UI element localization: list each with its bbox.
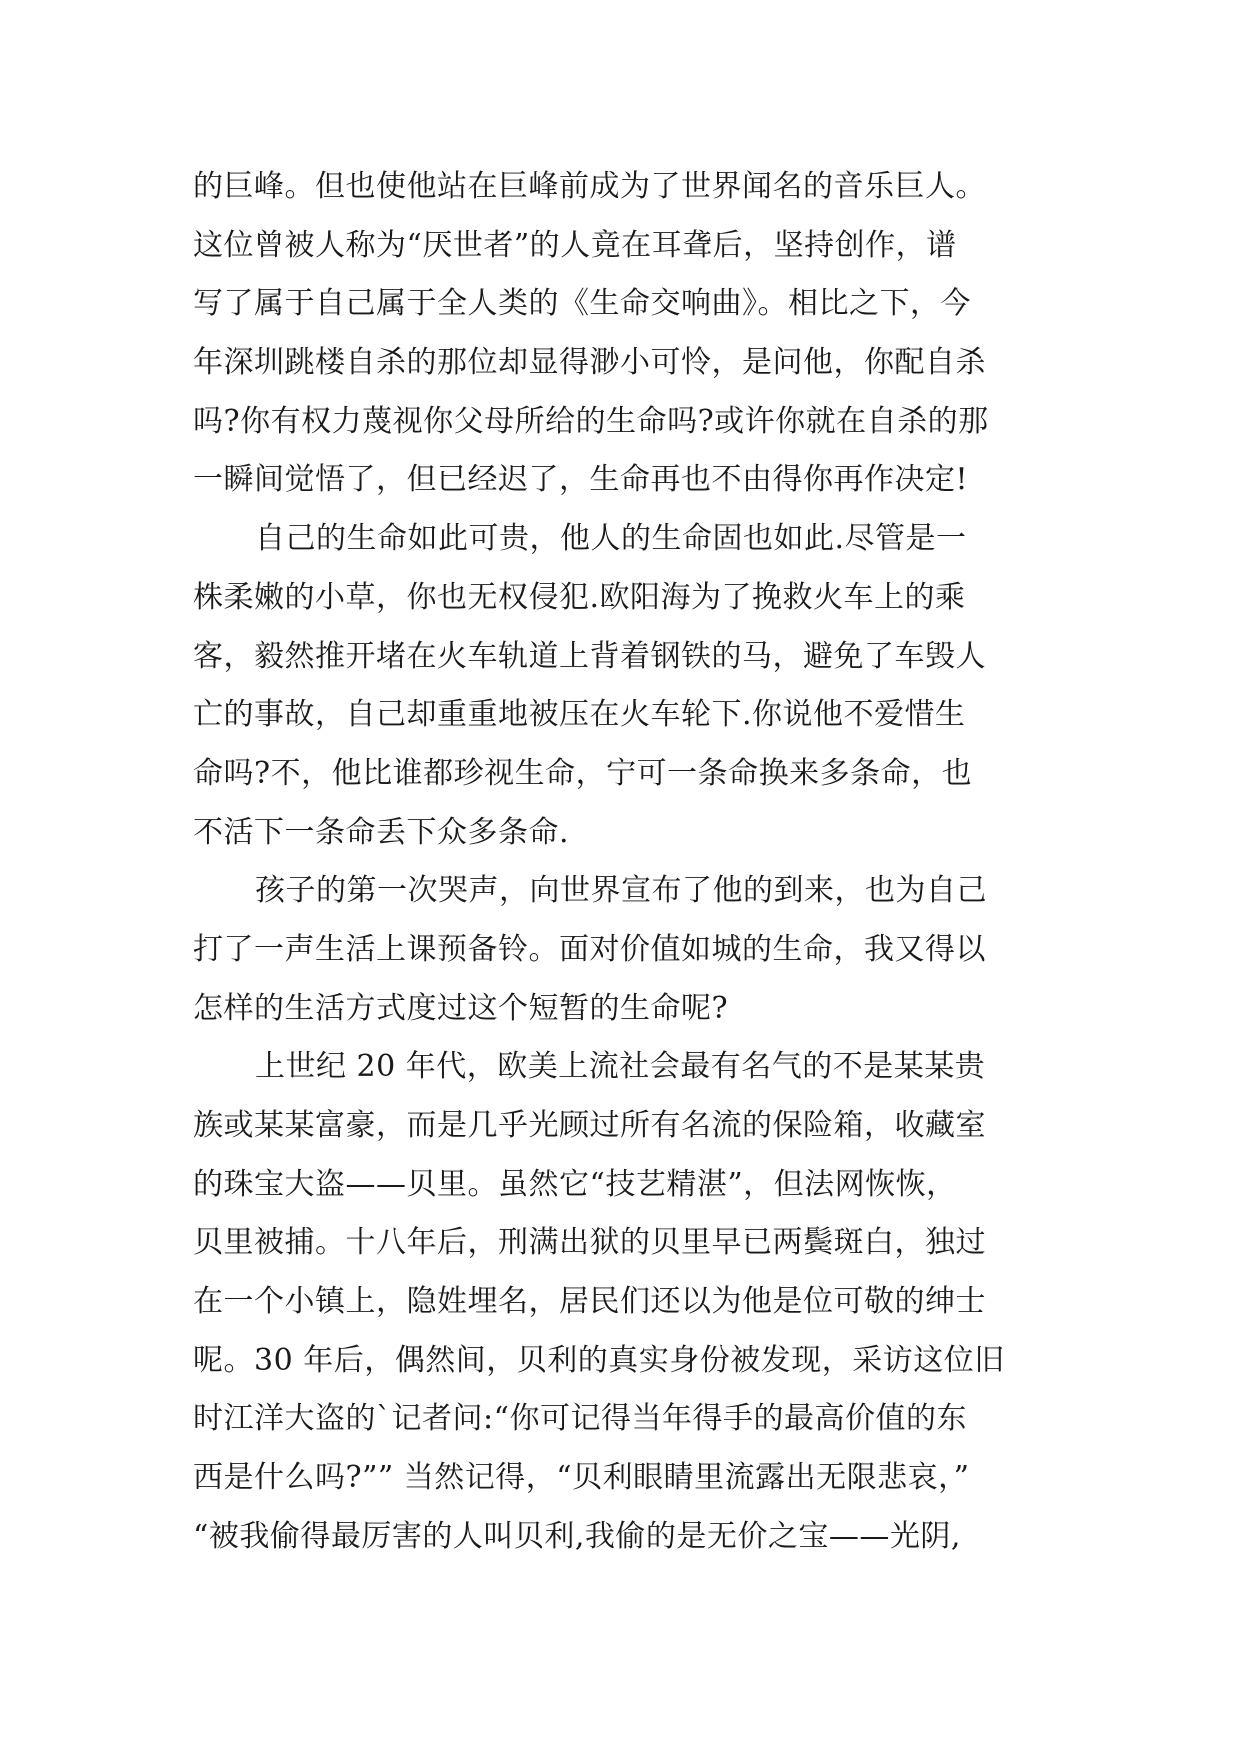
- text-line: 西是什么吗?”” 当然记得，“贝利眼睛里流露出无限悲哀，”: [193, 1460, 970, 1496]
- text-line: 的珠宝大盗——贝里。虽然它“技艺精湛”，但法网恢恢，: [193, 1166, 957, 1202]
- paragraph-2: [193, 510, 1053, 862]
- text-line-indented: 孩子的第一次哭声，向世界宣布了他的到来，也为自己: [255, 873, 987, 909]
- text-line: 客，毅然推开堵在火车轨道上背着钢铁的马，避免了车毁人: [193, 638, 986, 674]
- text-line: 株柔嫩的小草，你也无权侵犯.欧阳海为了挽救火车上的乘: [193, 579, 966, 615]
- text-line-indented: 自己的生命如此可贵，他人的生命固也如此.尽管是一: [255, 521, 967, 557]
- paragraph-1: [193, 158, 1053, 510]
- text-line: 写了属于自己属于全人类的《生命交响曲》。相比之下，今: [193, 286, 971, 322]
- text-line: 吗?你有权力蔑视你父母所给的生命吗?或许你就在自杀的那: [193, 403, 989, 439]
- text-line: 不活下一条命丢下众多条命.: [193, 814, 570, 850]
- text-line: 贝里被捕。十八年后，刑满出狱的贝里早已两鬓斑白，独过: [193, 1225, 986, 1261]
- text-line: 一瞬间觉悟了，但已经迟了，生命再也不由得你再作决定!: [193, 462, 969, 498]
- text-line: 在一个小镇上，隐姓埋名，居民们还以为他是位可敬的绅士: [193, 1284, 986, 1320]
- text-line: 时江洋大盗的`记者问:“你可记得当年得手的最高价值的东: [193, 1401, 967, 1437]
- text-line: 命吗?不，他比谁都珍视生命，宁可一条命换来多条命，也: [193, 755, 973, 791]
- text-line: 打了一声生活上课预备铃。面对价值如城的生命，我又得以: [193, 931, 986, 967]
- text-line: 的巨峰。但也使他站在巨峰前成为了世界闻名的音乐巨人。: [193, 169, 986, 204]
- text-line: 呢。30 年后，偶然间，贝利的真实身份被发现，采访这位旧: [193, 1342, 1005, 1378]
- text-line: 年深圳跳楼自杀的那位却显得渺小可怜，是问他，你配自杀: [193, 345, 986, 381]
- text-line: 族或某某富豪，而是几乎光顾过所有名流的保险箱，收藏室: [193, 1108, 986, 1143]
- text-line: “被我偷得最厉害的人叫贝利,我偷的是无价之宝——光阴,: [193, 1518, 961, 1554]
- paragraph-4: [193, 1038, 1053, 1566]
- paragraph-3: [193, 862, 1053, 1038]
- text-line: 这位曾被人称为“厌世者”的人竟在耳聋后，坚持创作，谱: [193, 227, 957, 263]
- text-line: 亡的事故，自己却重重地被压在火车轮下.你说他不爱惜生: [193, 697, 966, 733]
- document-body: [193, 158, 1053, 1567]
- text-line: 怎样的生活方式度过这个短暂的生命呢?: [193, 990, 729, 1026]
- text-line-indented: 上世纪 20 年代，欧美上流社会最有名气的不是某某贵: [255, 1049, 986, 1085]
